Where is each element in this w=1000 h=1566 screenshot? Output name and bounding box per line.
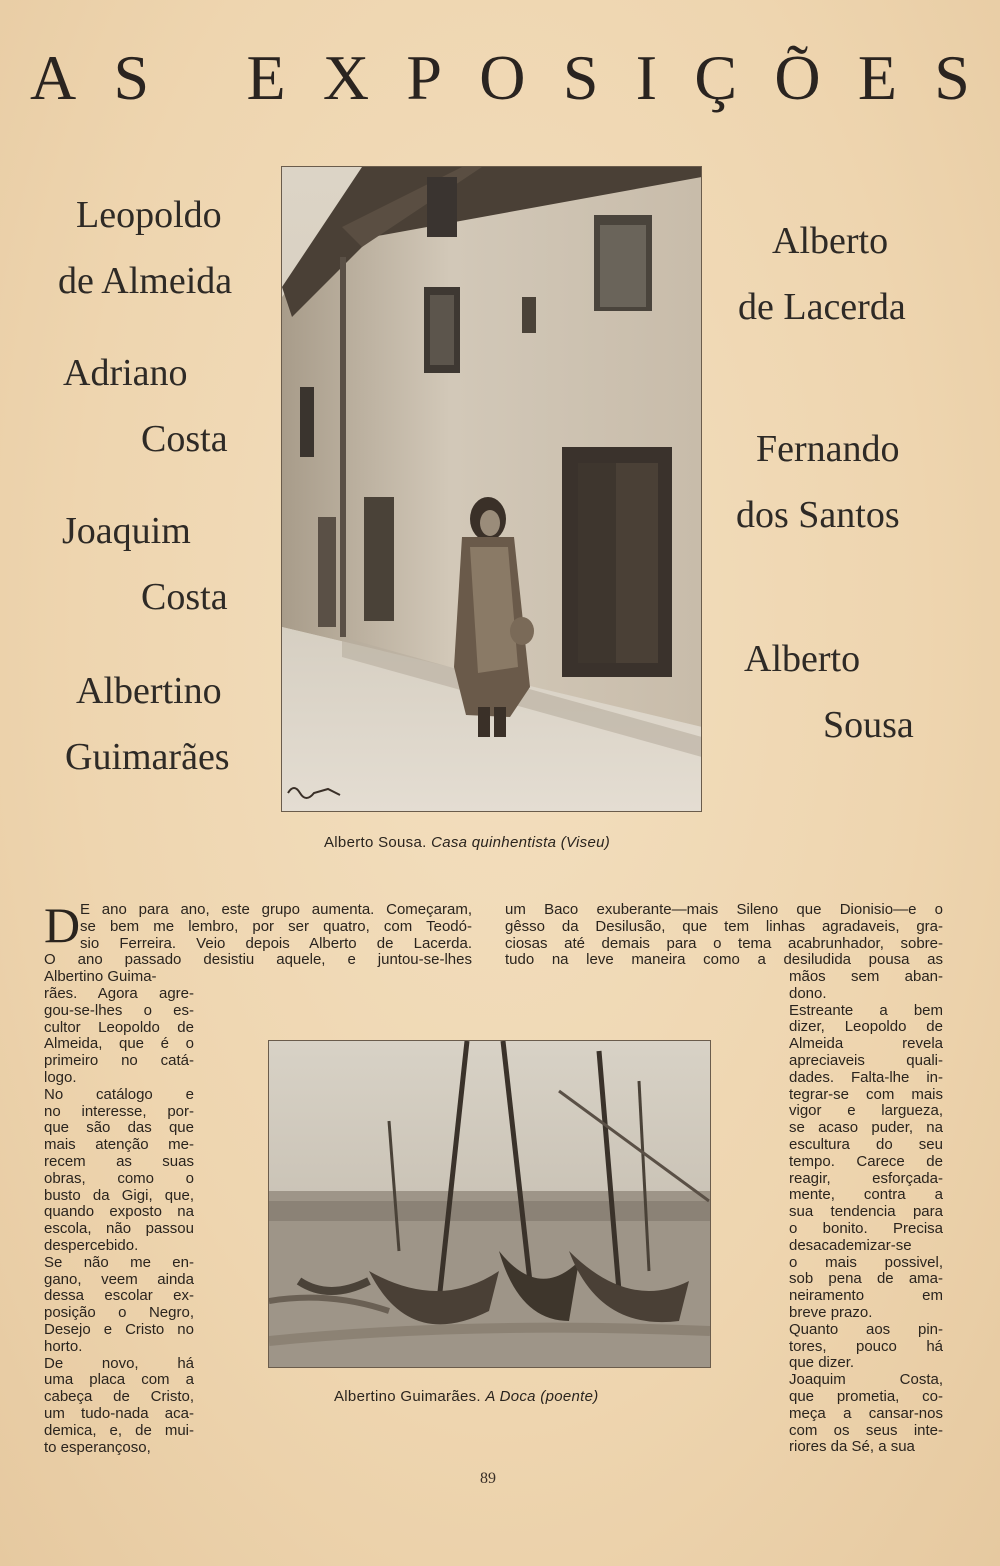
text-line: reagir, esforçada- <box>789 1169 943 1187</box>
artist-name-lacerda: Alberto <box>772 220 889 262</box>
title-letter: S <box>113 42 150 113</box>
caption-author: Alberto Sousa. <box>324 834 427 851</box>
title-letter: E <box>857 42 897 113</box>
text-line: mais atenção me- <box>44 1136 194 1154</box>
text-line: sio Ferreira. Veio depois Alberto de Lacerda. <box>80 934 472 952</box>
text-line: Albertino Guima- <box>44 967 157 985</box>
text-line: Almeida, que é o <box>44 1035 194 1053</box>
text-line: Quanto aos pin- <box>789 1320 943 1338</box>
text-line: O ano passado desistiu aquele, e juntou-se-lhes <box>44 951 472 968</box>
text-line: dizer, Leopoldo de <box>789 1018 943 1036</box>
painting-casa-quinhentista <box>281 166 702 812</box>
text-line: demica, e, de mui- <box>44 1421 194 1439</box>
painting-a-doca <box>268 1040 711 1368</box>
text-line: dades. Falta-lhe in- <box>789 1068 943 1086</box>
text-line: recem as suas <box>44 1152 194 1170</box>
text-line: sua tendencia para <box>789 1203 943 1221</box>
text-line: dono. <box>789 984 827 1002</box>
title-letter: X <box>322 42 370 113</box>
text-line: rães. Agora agre- <box>44 985 194 1002</box>
right-column-text <box>789 969 943 1456</box>
text-line: um tudo-nada aca- <box>44 1404 194 1422</box>
caption-casa-quinhentista <box>324 834 610 851</box>
title-letter: Ç <box>694 42 738 113</box>
text-line: o bonito. Precisa <box>789 1219 943 1237</box>
text-line: meça a cansar-nos <box>789 1404 943 1422</box>
text-line: riores da Sé, a sua <box>789 1438 915 1456</box>
text-line: mente, contra a <box>789 1186 943 1204</box>
title-letter: I <box>635 42 658 113</box>
text-line: dessa escolar ex- <box>44 1287 194 1305</box>
caption-author: Albertino Guimarães. <box>334 1388 481 1405</box>
text-line: primeiro no catá- <box>44 1052 194 1070</box>
text-line: gano, veem ainda <box>44 1270 194 1288</box>
text-line: desacademizar-se <box>789 1236 912 1254</box>
text-line: busto da Gigi, que, <box>44 1186 194 1204</box>
artist-name-sousa: Alberto <box>744 638 861 680</box>
text-line: Se não me en- <box>44 1253 194 1271</box>
text-line: sob pena de ama- <box>789 1270 943 1288</box>
text-line: um Baco exuberante—mais Sileno que Dionisio—e o <box>505 901 943 918</box>
text-line: obras, como o <box>44 1169 194 1187</box>
text-line: cabeça de Cristo, <box>44 1388 194 1406</box>
text-line: E ano para ano, este grupo aumenta. Começaram, <box>80 901 472 918</box>
text-line: com os seus inte- <box>789 1421 943 1439</box>
artist-name-albertino: Albertino <box>76 670 222 712</box>
intro-paragraph-continued <box>44 952 472 986</box>
caption-work-title: A Doca (poente) <box>485 1388 599 1405</box>
text-line: uma placa com a <box>44 1371 194 1389</box>
text-line: que são das que <box>44 1119 194 1137</box>
text-line: neiramento em <box>789 1287 943 1305</box>
text-line: Estreante a bem <box>789 1001 943 1019</box>
artist-name-sousa: Sousa <box>823 704 914 746</box>
title-letter: S <box>562 42 599 113</box>
text-line: De novo, há <box>44 1354 194 1372</box>
text-line: tores, pouco há <box>789 1337 943 1355</box>
text-line: escola, não passou <box>44 1220 194 1238</box>
text-line: horto. <box>44 1337 83 1355</box>
left-column-text <box>44 986 194 1456</box>
page-title <box>30 42 970 113</box>
title-letter: Õ <box>774 42 821 113</box>
text-line: tudo na leve maneira como a desiludida pousa as <box>505 951 943 969</box>
text-line: posição o Negro, <box>44 1304 194 1322</box>
text-line: que dizer. <box>789 1354 855 1372</box>
text-line: Desejo e Cristo no <box>44 1320 194 1338</box>
text-line: cultor Leopoldo de <box>44 1018 194 1036</box>
text-line: to esperançoso, <box>44 1438 151 1456</box>
text-line: no interesse, por- <box>44 1102 194 1120</box>
artist-name-adriano: Costa <box>141 418 228 460</box>
title-letter: E <box>246 42 286 113</box>
text-line: se acaso puder, na <box>789 1119 943 1137</box>
text-line: tegrar-se com mais <box>789 1085 943 1103</box>
artist-name-leopoldo: de Almeida <box>58 260 233 302</box>
text-line: gêsso da Desilusão, que tem linhas agradaveis, gra- <box>505 917 943 935</box>
text-line: tempo. Carece de <box>789 1152 943 1170</box>
artist-name-joaquim: Joaquim <box>62 510 191 552</box>
artist-name-fernando: Fernando <box>756 428 900 470</box>
text-line: que prometia, co- <box>789 1387 943 1405</box>
title-letter: A <box>30 42 77 113</box>
artist-name-lacerda: de Lacerda <box>738 286 906 328</box>
text-line: se bem me lembro, por ser quatro, com Teodó- <box>80 917 472 935</box>
text-line: logo. <box>44 1068 77 1086</box>
text-line: Almeida revela <box>789 1035 943 1053</box>
text-line: Joaquim Costa, <box>789 1371 943 1389</box>
artist-name-joaquim: Costa <box>141 576 228 618</box>
artist-name-adriano: Adriano <box>63 352 188 394</box>
artist-name-leopoldo: Leopoldo <box>76 194 222 236</box>
title-letter: O <box>479 42 526 113</box>
text-line: vigor e largueza, <box>789 1102 943 1120</box>
right-top-paragraph <box>505 902 943 969</box>
text-line: ciosas até demais para o tema acabrunhador, sobre- <box>505 934 943 952</box>
drop-cap: D <box>44 897 81 953</box>
text-line: gou-se-lhes o es- <box>44 1001 194 1019</box>
title-letter: P <box>406 42 442 113</box>
page-number: 89 <box>480 1470 496 1487</box>
text-line: o mais possivel, <box>789 1253 943 1271</box>
text-line: escultura do seu <box>789 1135 943 1153</box>
text-line: No catálogo e <box>44 1085 194 1103</box>
artist-name-albertino: Guimarães <box>65 736 230 778</box>
text-line: breve prazo. <box>789 1303 873 1321</box>
title-letter: S <box>934 42 970 113</box>
caption-a-doca <box>334 1388 599 1405</box>
text-line: despercebido. <box>44 1236 139 1254</box>
intro-paragraph <box>80 902 472 952</box>
text-line: mãos sem aban- <box>789 968 943 985</box>
caption-work-title: Casa quinhentista (Viseu) <box>431 834 611 851</box>
text-line: quando exposto na <box>44 1203 194 1221</box>
artist-name-fernando: dos Santos <box>736 494 900 536</box>
text-line: apreciaveis quali- <box>789 1051 943 1069</box>
